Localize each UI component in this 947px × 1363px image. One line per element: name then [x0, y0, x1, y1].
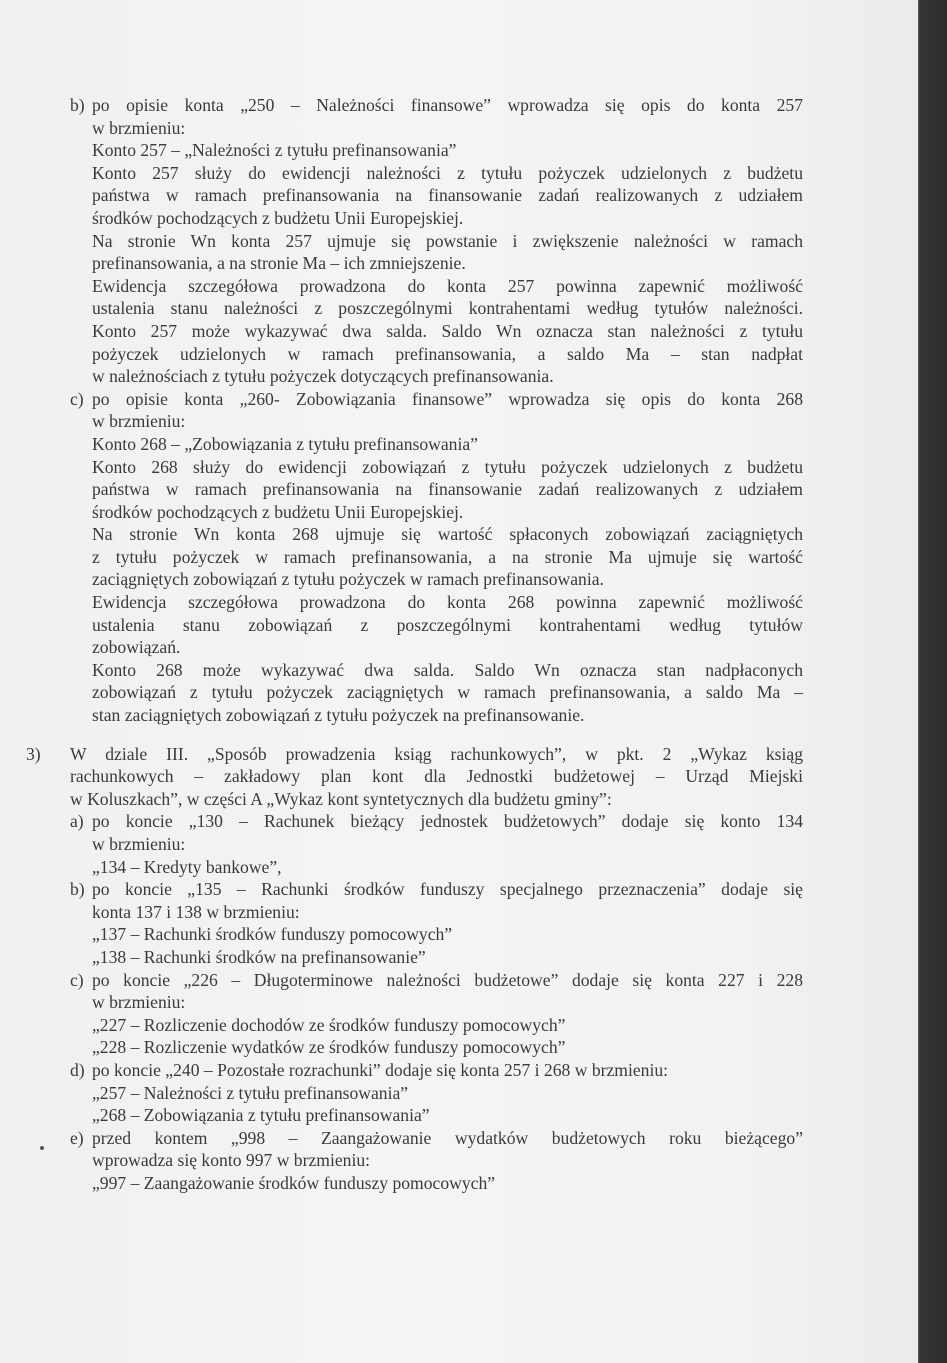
list-marker: d): [70, 1059, 85, 1080]
line-text: Na stronie Wn konta 268 ujmuje się wartość spłaconych zobowiązań zaciągniętych: [92, 524, 803, 545]
list-marker: a): [70, 811, 84, 832]
text-line: [0, 320, 918, 343]
line-text: Ewidencja szczegółowa prowadzona do konta 257 powinna zapewnić możliwość: [92, 275, 803, 296]
text-line: [0, 410, 918, 433]
line-text: W dziale III. „Sposób prowadzenia ksiąg rachunkowych”, w pkt. 2 „Wykaz ksiąg: [70, 743, 803, 764]
text-line: [0, 365, 918, 388]
list-marker: c): [70, 388, 84, 409]
list-marker: 3): [26, 743, 41, 764]
line-text: konta 137 i 138 w brzmieniu:: [92, 901, 300, 922]
text-line: [0, 946, 918, 969]
line-text: po koncie „135 – Rachunki środków funduszy specjalnego przeznaczenia” dodaje się: [92, 879, 803, 900]
sub-item-a: [0, 810, 918, 878]
text-line: [0, 94, 918, 117]
text-line: [0, 456, 918, 479]
text-line: [0, 1059, 918, 1082]
line-text: po koncie „130 – Rachunek bieżący jednostek budżetowych” dodaje się konto 134: [92, 811, 803, 832]
sub-item-e: [0, 1127, 918, 1195]
text-line: [0, 681, 918, 704]
text-line: [0, 275, 918, 298]
line-text: Konto 268 – „Zobowiązania z tytułu prefinansowania”: [92, 433, 478, 454]
line-text: Konto 257 – „Należności z tytułu prefinansowania”: [92, 140, 457, 161]
line-text: „137 – Rachunki środków funduszy pomocowych”: [92, 924, 453, 945]
text-line: [0, 297, 918, 320]
line-text: „134 – Kredyty bankowe”,: [92, 856, 282, 877]
text-line: [0, 184, 918, 207]
text-line: [0, 162, 918, 185]
line-text: Konto 268 służy do ewidencji zobowiązań z tytułu pożyczek udzielonych z budżetu: [92, 456, 803, 477]
line-text: wprowadza się konto 997 w brzmieniu:: [92, 1150, 371, 1171]
document-body: [0, 94, 918, 1195]
line-text: w Koluszkach”, w części A „Wykaz kont syntetycznych dla budżetu gminy”:: [70, 788, 612, 809]
line-text: środków pochodzących z budżetu Unii Europejskiej.: [92, 501, 464, 522]
line-text: po opisie konta „260- Zobowiązania finansowe” wprowadza się opis do konta 268: [92, 388, 803, 409]
text-line: [0, 923, 918, 946]
list-item-b: [0, 94, 918, 388]
text-line: [0, 659, 918, 682]
list-marker: e): [70, 1127, 84, 1148]
text-line: [0, 591, 918, 614]
sub-item-c: [0, 969, 918, 1059]
text-line: [0, 969, 918, 992]
text-line: [0, 252, 918, 275]
text-line: [0, 546, 918, 569]
line-text: po koncie „226 – Długoterminowe należności budżetowe” dodaje się konta 227 i 228: [92, 969, 803, 990]
text-line: [0, 833, 918, 856]
text-line: [0, 614, 918, 637]
line-text: „257 – Należności z tytułu prefinansowania”: [92, 1082, 409, 1103]
line-text: prefinansowania, a na stronie Ma – ich zmniejszenie.: [92, 253, 466, 274]
line-text: „138 – Rachunki środków na prefinansowanie”: [92, 946, 426, 967]
line-text: w należnościach z tytułu pożyczek dotyczących prefinansowania.: [92, 366, 554, 387]
text-line: [0, 636, 918, 659]
line-text: państwa w ramach prefinansowania na finansowanie zadań realizowanych z udziałem: [92, 185, 803, 206]
text-line: [0, 788, 918, 811]
text-line: [0, 478, 918, 501]
line-text: zobowiązań z tytułu pożyczek zaciągniętych w ramach prefinansowania, a saldo Ma –: [92, 682, 803, 703]
text-line: [0, 1082, 918, 1105]
line-text: środków pochodzących z budżetu Unii Europejskiej.: [92, 207, 464, 228]
text-line: [0, 139, 918, 162]
text-line: [0, 343, 918, 366]
line-text: po opisie konta „250 – Należności finansowe” wprowadza się opis do konta 257: [92, 95, 803, 115]
line-text: państwa w ramach prefinansowania na finansowanie zadań realizowanych z udziałem: [92, 479, 803, 500]
line-text: „268 – Zobowiązania z tytułu prefinansowania”: [92, 1105, 430, 1126]
text-line: [0, 523, 918, 546]
line-text: w brzmieniu:: [92, 117, 186, 138]
line-text: Konto 268 może wykazywać dwa salda. Saldo Wn oznacza stan nadpłaconych: [92, 659, 803, 680]
text-line: [0, 810, 918, 833]
text-line: [0, 901, 918, 924]
text-line: [0, 230, 918, 253]
section-3: [0, 743, 918, 1195]
line-text: „228 – Rozliczenie wydatków ze środków funduszy pomocowych”: [92, 1037, 566, 1058]
sub-item-b: [0, 878, 918, 968]
line-text: ustalenia stanu zobowiązań z poszczególnymi kontrahentami według tytułów: [92, 614, 803, 635]
line-text: „227 – Rozliczenie dochodów ze środków funduszy pomocowych”: [92, 1014, 566, 1035]
line-text: przed kontem „998 – Zaangażowanie wydatków budżetowych roku bieżącego”: [92, 1127, 803, 1148]
text-line: [0, 743, 918, 766]
text-line: [0, 207, 918, 230]
line-text: „997 – Zaangażowanie środków funduszy pomocowych”: [92, 1172, 496, 1193]
line-text: w brzmieniu:: [92, 834, 186, 854]
text-line: [0, 501, 918, 524]
list-marker: c): [70, 969, 84, 990]
line-text: Konto 257 może wykazywać dwa salda. Saldo Wn oznacza stan należności z tytułu: [92, 320, 803, 341]
line-text: pożyczek udzielonych w ramach prefinansowania, a saldo Ma – stan nadpłat: [92, 343, 803, 364]
line-text: Ewidencja szczegółowa prowadzona do konta 268 powinna zapewnić możliwość: [92, 592, 803, 613]
sub-item-d: [0, 1059, 918, 1127]
line-text: w brzmieniu:: [92, 411, 186, 432]
text-line: [0, 1014, 918, 1037]
line-text: Konto 257 służy do ewidencji należności z tytułu pożyczek udzielonych z budżetu: [92, 162, 803, 183]
text-line: [0, 1104, 918, 1127]
text-line: [0, 1149, 918, 1172]
line-text: stan zaciągniętych zobowiązań z tytułu pożyczek na prefinansowanie.: [92, 705, 585, 726]
line-text: w brzmieniu:: [92, 992, 186, 1013]
text-line: [0, 704, 918, 727]
line-text: zaciągniętych zobowiązań z tytułu pożyczek w ramach prefinansowania.: [92, 569, 604, 590]
line-text: rachunkowych – zakładowy plan kont dla Jednostki budżetowej – Urząd Miejski: [70, 766, 803, 787]
line-text: zobowiązań.: [92, 637, 181, 658]
text-line: [0, 991, 918, 1014]
list-item-c: [0, 388, 918, 727]
text-line: [0, 856, 918, 879]
text-line: [0, 388, 918, 411]
line-text: ustalenia stanu należności z poszczególnymi kontrahentami według tytułów należności.: [92, 298, 803, 319]
text-line: [0, 1172, 918, 1195]
list-marker: b): [70, 879, 85, 900]
text-line: [0, 117, 918, 140]
text-line: [0, 433, 918, 456]
line-text: Na stronie Wn konta 257 ujmuje się powstanie i zwiększenie należności w ramach: [92, 230, 803, 251]
text-line: [0, 568, 918, 591]
text-line: [0, 1127, 918, 1150]
text-line: [0, 878, 918, 901]
scan-border: [918, 0, 947, 1363]
list-marker: b): [70, 95, 85, 115]
text-line: [0, 765, 918, 788]
text-line: [0, 1036, 918, 1059]
line-text: z tytułu pożyczek w ramach prefinansowania, a na stronie Ma ujmuje się wartość: [92, 546, 803, 567]
line-text: po koncie „240 – Pozostałe rozrachunki” dodaje się konta 257 i 268 w brzmieniu:: [92, 1059, 669, 1080]
